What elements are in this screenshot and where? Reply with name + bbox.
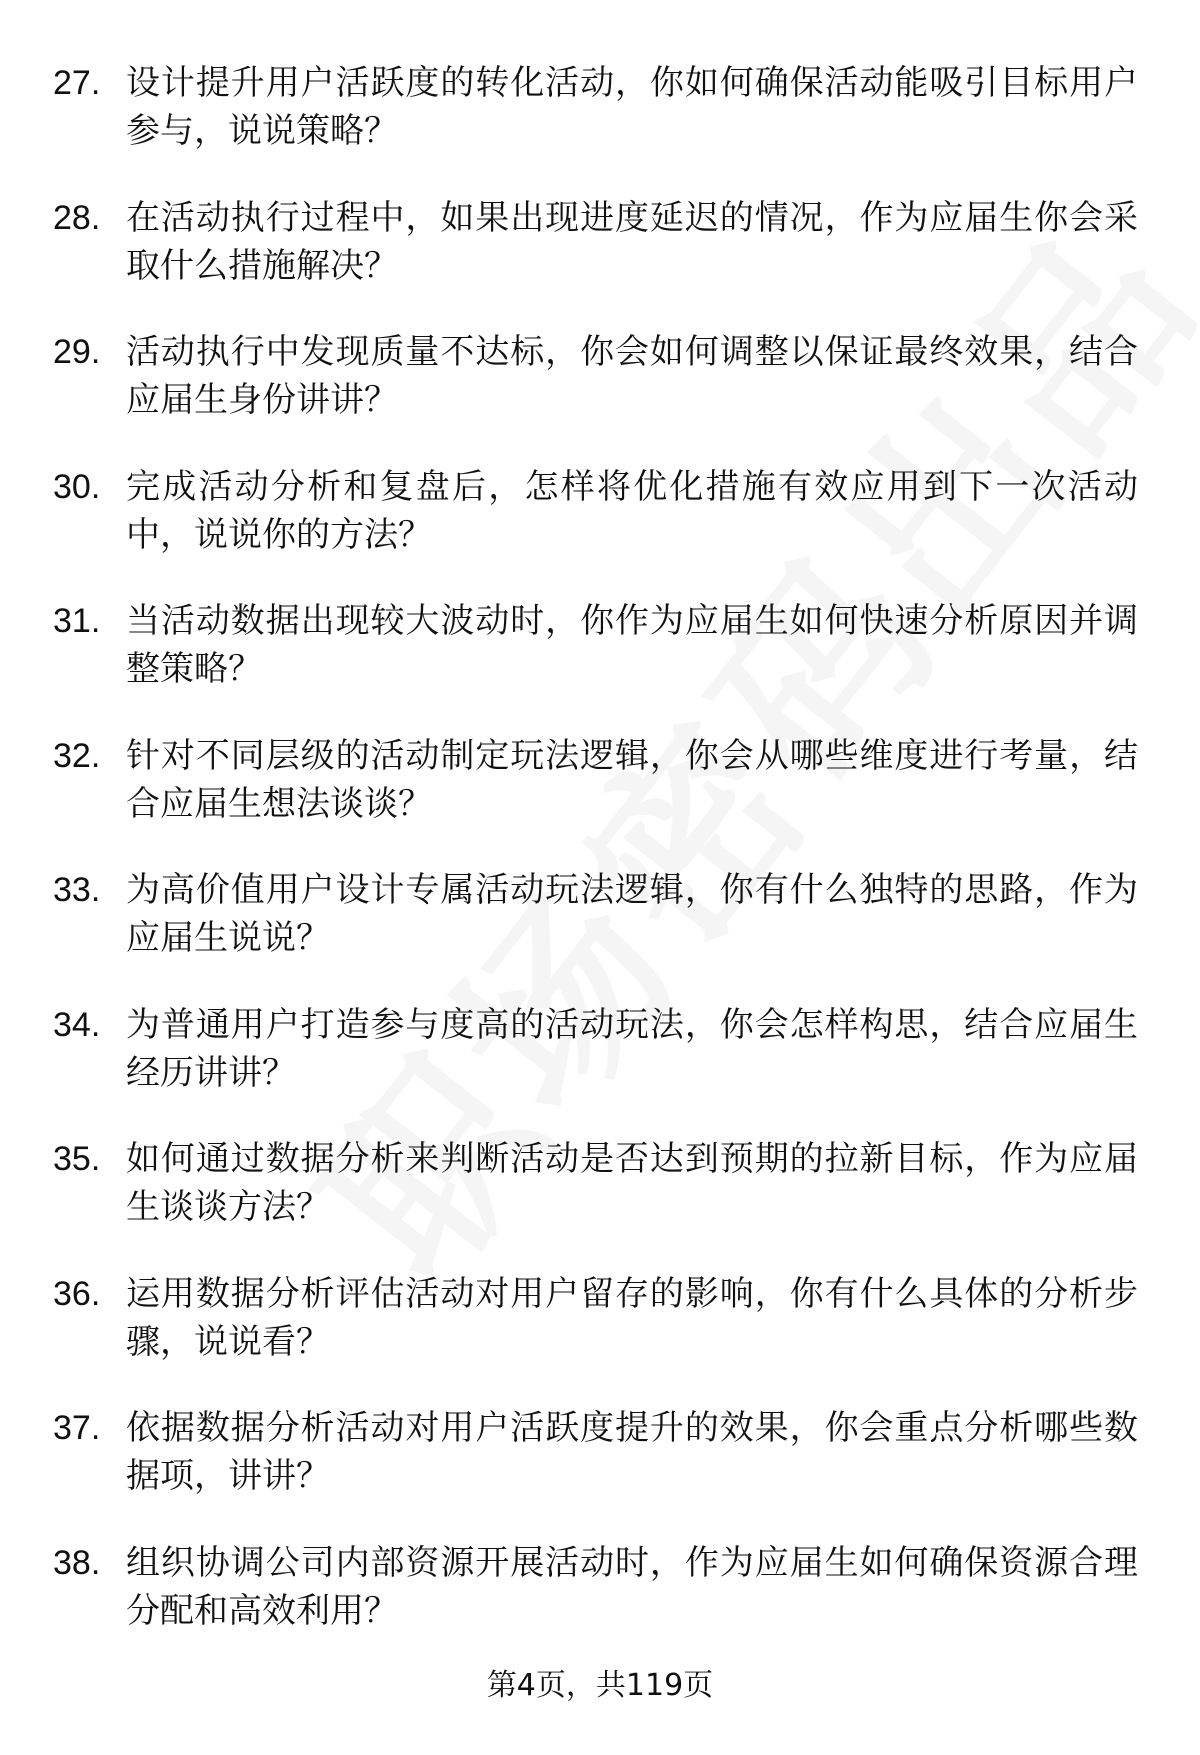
- question-text: 运用数据分析评估活动对用户留存的影响，你有什么具体的分析步骤，说说看？: [126, 1273, 1138, 1362]
- question-text: 如何通过数据分析来判断活动是否达到预期的拉新目标，作为应届生谈谈方法？: [126, 1139, 1138, 1227]
- question-number: 33.: [53, 871, 101, 909]
- question-item: [0, 1001, 1200, 1136]
- page-footer: 第4页，共119页: [486, 1668, 714, 1703]
- question-item: [0, 59, 1200, 194]
- question-number: 27.: [53, 64, 101, 102]
- question-item: [0, 328, 1200, 463]
- question-number: 36.: [53, 1274, 101, 1313]
- question-text: 设计提升用户活跃度的转化活动，你如何确保活动能吸引目标用户参与，说说策略？: [126, 63, 1138, 151]
- question-text: 为普通用户打造参与度高的活动玩法，你会怎样构思，结合应届生经历讲讲？: [126, 1004, 1138, 1093]
- question-number: 31.: [53, 602, 101, 640]
- question-text: 针对不同层级的活动制定玩法逻辑，你会从哪些维度进行考量，结合应届生想法谈谈？: [126, 735, 1138, 824]
- question-number: 28.: [53, 198, 101, 237]
- question-text: 在活动执行过程中，如果出现进度延迟的情况，作为应届生你会采取什么措施解决？: [126, 197, 1138, 286]
- question-item: [0, 866, 1200, 1001]
- question-text: 依据数据分析活动对用户活跃度提升的效果，你会重点分析哪些数据项，讲讲？: [126, 1408, 1138, 1496]
- question-item: [0, 194, 1200, 329]
- question-number: 34.: [53, 1005, 101, 1044]
- question-item: [0, 1135, 1200, 1270]
- question-text: 组织协调公司内部资源开展活动时，作为应届生如何确保资源合理分配和高效利用？: [126, 1542, 1138, 1631]
- question-text: 活动执行中发现质量不达标，你会如何调整以保证最终效果，结合应届生身份讲讲？: [126, 332, 1138, 420]
- question-number: 37.: [53, 1409, 101, 1447]
- question-number: 30.: [53, 467, 101, 506]
- question-item: [0, 1404, 1200, 1539]
- question-text: 当活动数据出现较大波动时，你作为应届生如何快速分析原因并调整策略？: [126, 601, 1138, 689]
- question-item: [0, 597, 1200, 732]
- question-number: 38.: [53, 1543, 101, 1582]
- question-number: 32.: [53, 736, 101, 775]
- question-number: 29.: [53, 333, 101, 371]
- question-list: [0, 59, 1200, 1673]
- question-item: [0, 463, 1200, 598]
- question-item: [0, 1270, 1200, 1405]
- question-item: [0, 1539, 1200, 1674]
- question-item: [0, 732, 1200, 867]
- question-number: 35.: [53, 1140, 101, 1178]
- question-text: 为高价值用户设计专属活动玩法逻辑，你有什么独特的思路，作为应届生说说？: [126, 870, 1138, 958]
- question-text: 完成活动分析和复盘后，怎样将优化措施有效应用到下一次活动中，说说你的方法？: [126, 466, 1138, 555]
